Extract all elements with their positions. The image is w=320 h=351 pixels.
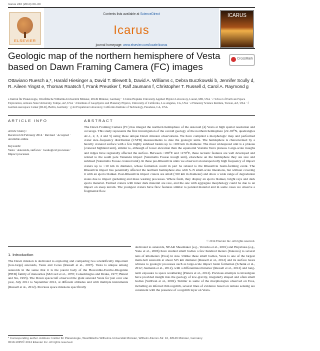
keywords: Vesta · Asteroids, surfaces · Geological processes · Impact processes (8, 147, 72, 157)
homepage-link[interactable]: www.elsevier.com/locate/icarus (123, 43, 168, 47)
availability-text: Contents lists available at (103, 12, 140, 16)
footnotes (8, 337, 255, 345)
section-heading: 1. Introduction (8, 252, 34, 257)
corresponding-author: * Corresponding author. Address: Institut für Planetologie, Westfälische Wilhelms-Universität Münster, Wilhelm-Klemm-Str. 10, 48149 Münster, Germany. (8, 336, 203, 340)
crossmark-icon (231, 57, 236, 62)
body-column-left: The Dawn mission is dedicated to exploring and comparing two scientifically important (low-large) asteroids, Vesta and Ceres (Russell et al., 2007). Vesta is unique among asteroids in the sense that it is the parent body of the Howardite-Eucrite-Diogenite (HED) family of meteorites (McCord et al., 1970; Consolmagno and Drake, 1977; Binzel and Xu, 1993). The Dawn spacecraft observed the giant asteroid Vesta for just over one year, July 2011 to September 2012, at different altitudes and with multiple instruments (Russell et al., 2012). Previous space missions specifically (8, 259, 128, 289)
article-info (8, 127, 76, 156)
journal-homepage (44, 43, 219, 47)
crossmark-label: CrossMark (237, 56, 253, 61)
abstract-text: The Dawn Framing Camera (FC) has imaged the northern hemisphere of the Asteroid (4) Vesta at high spatial resolution and coverage. This study represents the first investigation of the overall geology of the northern hemisphere (22–90°N, quadrangles Av-1, 2, 3, 4 and 5) using these unique Dawn mission observations. We have compiled a morphologic map and performed crater size–frequency distribution (CSFD) measurements to date the geologic units. The hemisphere is characterized by a heavily cratered surface with a few highly subdued basins up to ~200 km in diameter. The most widespread unit is a plateau (cratered highland unit), similar to, although of lower elevation than the equatorial Vestalia Terra plateau. Large-scale troughs and ridges have regionally affected the surface. Between ~180°E and ~270°E, these tectonic features are well developed and related to the south pole Veneneia impact (Saturnalia Fossae trough unit), elsewhere on the hemisphere they are rare and subdued (Saturnalia Fossae cratered unit). In these pre-Rheasilvia units we observed an unexpectedly high frequency of impact craters up to ~10 km in diameter, whose formation could in part be related to the Rheasilvia basin-forming event. The Rheasilvia impact has potentially affected the northern hemisphere also with S–N small-scale lineations, but without covering it with an ejecta blanket. Post-Rheasilvia impact craters are small (<60 km in diameter) and show a wide range of degradation states due to impact gardening and mass wasting processes. Where fresh, they display an ejecta blanket, bright rays and dark ejecta material. Farmed craters with inner dark material are rare, and the one with aggregate morphology could be due to an impact on steep terrain. The youngest craters have flow features similar to ponded material and in some cases we observe a fragmental flow. (84, 125, 255, 194)
copyright-notice: © 2014 Elsevier Inc. All rights reserved. (206, 239, 255, 243)
crossmark-badge[interactable] (229, 54, 255, 66)
masthead-center (44, 8, 219, 48)
availability-line (44, 12, 219, 16)
cover-title: ICARUS (227, 13, 247, 19)
running-header (8, 2, 255, 6)
publication-identifiers: 0019-1035/© 2014 Elsevier Inc. All rights reserved. (8, 339, 74, 344)
article-info-heading: ARTICLE INFO (8, 118, 48, 123)
journal-masthead (8, 7, 255, 49)
publisher-logo (9, 12, 41, 45)
homepage-prefix: journal homepage: (95, 43, 123, 47)
sciencedirect-link[interactable]: ScienceDirect (140, 12, 160, 16)
keywords-label: Keywords: (8, 143, 22, 148)
affiliations: a Institut für Planetologie, Westfälische Wilhelms-Universität Münster, 48149 Münster, Germany · b Johns Hopkins University Applied Physics Laboratory, Laurel, MD, USA · c School of Earth and Space Exploration, Arizona State University, Tempe, AZ, USA · d Institute of Geophysics and Planetary Physics, University of California, Los Angeles, CA, USA · e Planetary Science Institute, Tucson, AZ, USA · f German Aerospace Center (DLR), Berlin, Germany · g Jet Propulsion Laboratory, California Institute of Technology, Pasadena, CA, USA (8, 97, 249, 109)
journal-title: Icarus (113, 23, 150, 37)
journal-cover-image (220, 10, 254, 48)
article-history: Received 24 February 2014 · Revised · Accepted · Available online (8, 133, 71, 142)
article-history-label: Article history: (8, 129, 27, 133)
author-list: Ottaviano Ruesch a,*, Harald Hiesinger a, David T. Blewett b, David A. Williams c, Debra Buczkowski b, Jennifer Scully d, R. Aileen Yingst e, Thomas Roatsch f, Frank Preusker f, Ralf Jaumann f, Christopher T. Russell d, Carol A. Raymond g (8, 78, 255, 89)
publisher-name: ELSEVIER (14, 38, 36, 43)
body-column-right: dedicated to asteroids, NEAR Shoemaker (e.g., Veverka et al., 2001) and Hayabusa (e.g., Yano et al., 2006) have studied small bodies a few hundred meters (Itokawa) to several tens of kilometers (Eros) in size. Unlike these small bodies, Vesta is one of the largest main-belt asteroids at about 525 km diameter (Russell et al., 2012) and its surface bears witness to geologic processes such as large-scale impact basin formation (Schenk et al., 2012; Jaumann et al., 2012), with a differentiated interior (Russell et al., 2012) and long-term exposure to space weathering (Pieters et al., 2012). Previous attempts to investigate have provided insight into the geology of low-gravity, irregularly shaped and often small bodies (Sullivan et al., 2002). Similar to some of the morphologies observed on Eros, including an inferred thin regolith, several lines of evidence based on remote sensing are consistent with the presence of a regolith layer on Vesta. (135, 245, 255, 292)
article-title: Geologic map of the northern hemisphere of Vesta based on Dawn Framing Camera (FC) images (8, 51, 221, 73)
abstract-heading: ABSTRACT (84, 118, 114, 123)
divider (8, 246, 131, 247)
journal-citation: Icarus 240 (2014) 00–00 (8, 2, 41, 6)
divider (8, 115, 255, 116)
